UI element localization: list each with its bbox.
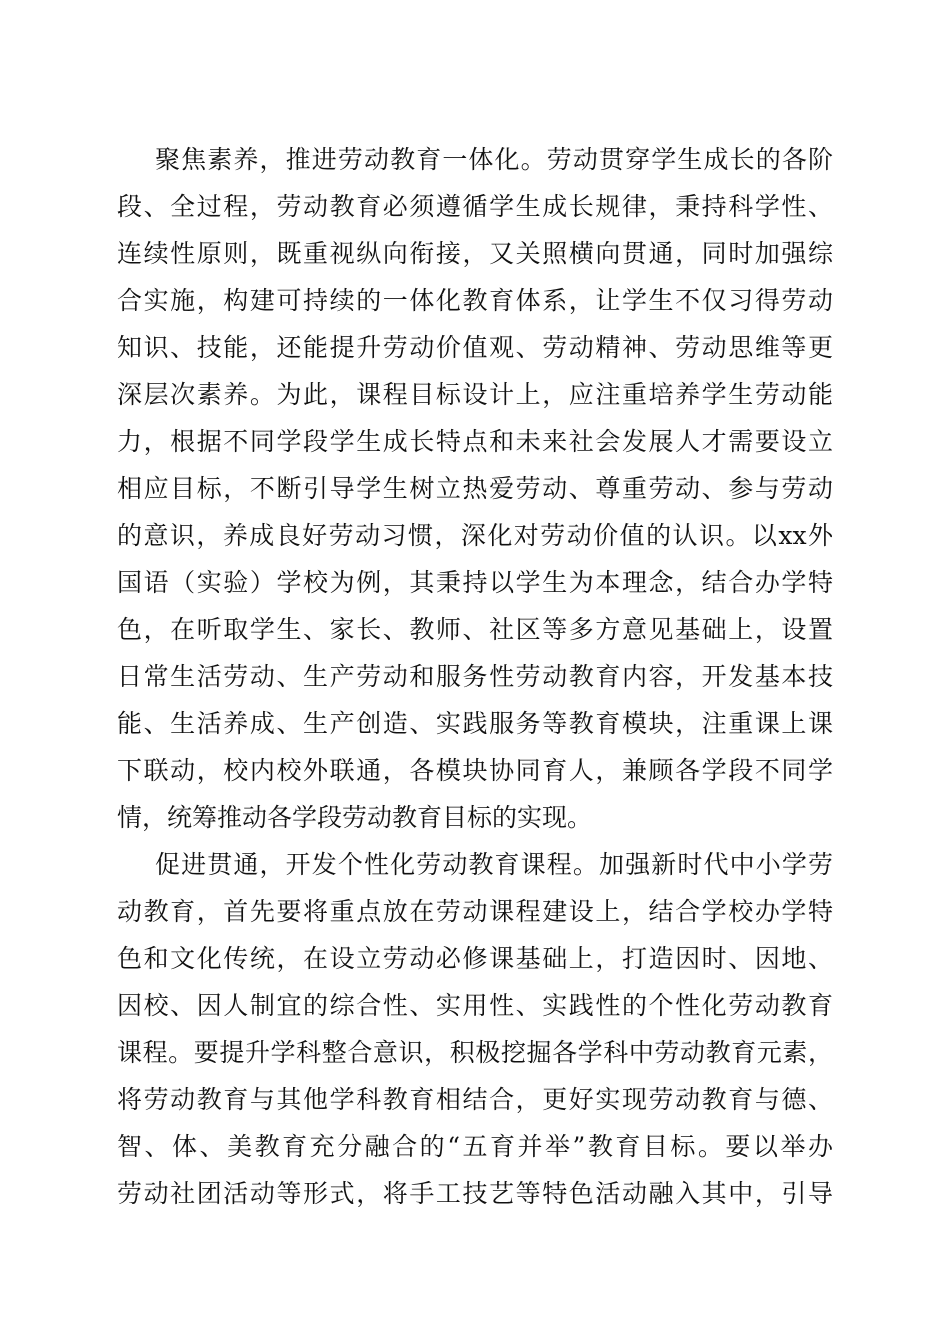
text-line: 聚焦素养，推进劳动教育一体化。劳动贯穿学生成长的各阶	[155, 145, 833, 174]
text-line: 智、体、美教育充分融合的“五育并举”教育目标。要以举办	[117, 1132, 833, 1161]
text-line: 下联动，校内校外联通，各模块协同育人，兼顾各学段不同学	[117, 756, 833, 785]
text-line: 知识、技能，还能提升劳动价值观、劳动精神、劳动思维等更	[117, 333, 833, 362]
text-line: 能、生活养成、生产创造、实践服务等教育模块，注重课上课	[117, 709, 833, 738]
text-line: 深层次素养。为此，课程目标设计上，应注重培养学生劳动能	[117, 380, 833, 409]
text-line: 日常生活劳动、生产劳动和服务性劳动教育内容，开发基本技	[117, 662, 833, 691]
text-line: 色，在听取学生、家长、教师、社区等多方意见基础上，设置	[117, 615, 833, 644]
text-line: 国语（实验）学校为例，其秉持以学生为本理念，结合办学特	[117, 568, 833, 597]
text-line: 情，统筹推动各学段劳动教育目标的实现。	[117, 803, 593, 832]
text-line: 段、全过程，劳动教育必须遵循学生成长规律，秉持科学性、	[117, 192, 833, 221]
text-line: 促进贯通，开发个性化劳动教育课程。加强新时代中小学劳	[155, 850, 833, 879]
text-line: 力，根据不同学段学生成长特点和未来社会发展人才需要设立	[117, 427, 833, 456]
text-line: 课程。要提升学科整合意识，积极挖掘各学科中劳动教育元素，	[117, 1038, 833, 1067]
text-line: 劳动社团活动等形式，将手工技艺等特色活动融入其中，引导	[117, 1179, 833, 1208]
text-line: 动教育，首先要将重点放在劳动课程建设上，结合学校办学特	[117, 897, 833, 926]
text-line: 连续性原则，既重视纵向衔接，又关照横向贯通，同时加强综	[117, 239, 833, 268]
text-line: 因校、因人制宜的综合性、实用性、实践性的个性化劳动教育	[117, 991, 833, 1020]
text-line: 将劳动教育与其他学科教育相结合，更好实现劳动教育与德、	[117, 1085, 833, 1114]
text-line: 的意识，养成良好劳动习惯，深化对劳动价值的认识。以xx外	[117, 521, 833, 550]
text-line: 合实施，构建可持续的一体化教育体系，让学生不仅习得劳动	[117, 286, 833, 315]
text-line: 色和文化传统，在设立劳动必修课基础上，打造因时、因地、	[117, 944, 833, 973]
text-line: 相应目标，不断引导学生树立热爱劳动、尊重劳动、参与劳动	[117, 474, 833, 503]
